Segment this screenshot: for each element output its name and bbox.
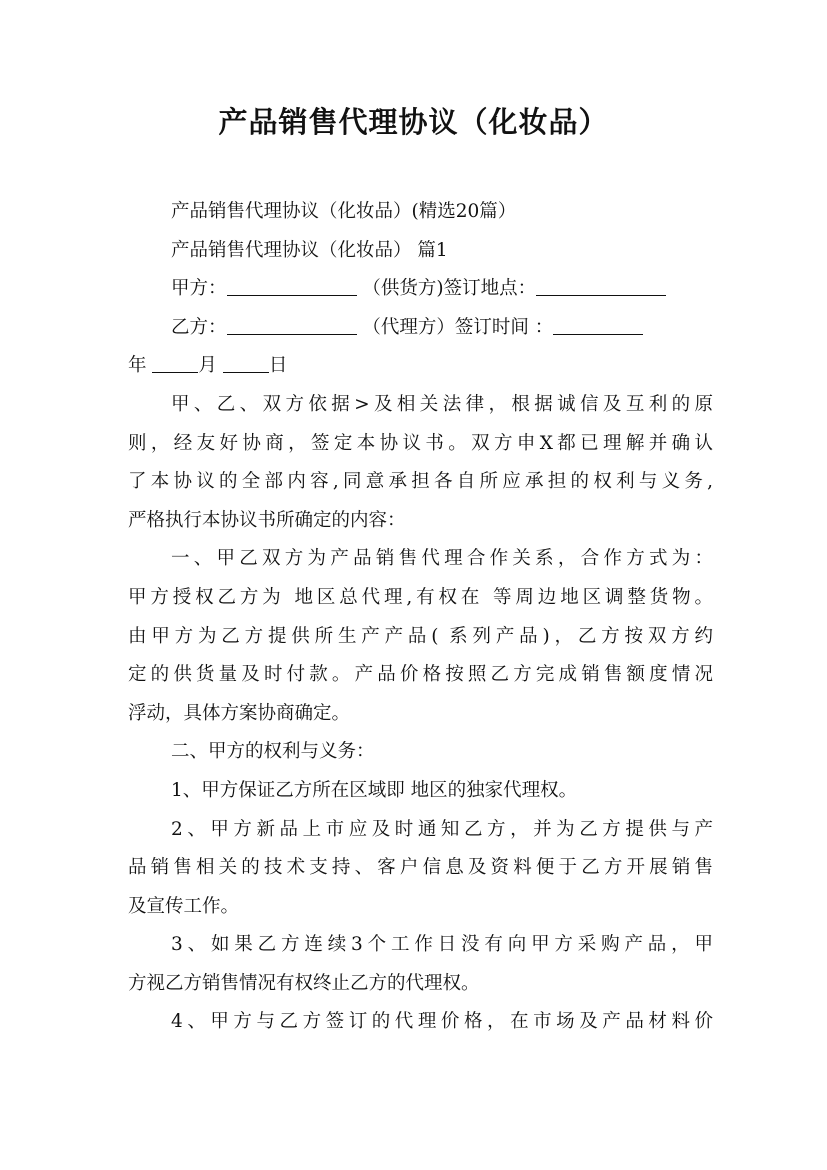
party-a-role: （供货方)签订地点：	[362, 278, 537, 300]
paragraph-line: 甲方授权乙方为 地区总代理,有权在 等周边地区调整货物。	[128, 586, 713, 608]
paragraph-line: 一、甲乙双方为产品销售代理合作关系，合作方式为：	[171, 548, 713, 570]
item-4-paragraph	[128, 1003, 713, 1042]
paragraph-line: 甲、乙、双方依据>及相关法律，根据诚信及互利的原	[171, 393, 713, 415]
paragraph-line: 严格执行本协议书所确定的内容：	[128, 509, 406, 531]
paragraph-line: 则，经友好协商，签定本协议书。双方申X都已理解并确认	[128, 432, 713, 454]
item-2-paragraph	[128, 811, 713, 927]
paragraph-line: 4、甲方与乙方签订的代理价格，在市场及产品材料价	[171, 1011, 713, 1033]
party-b-line	[128, 309, 713, 348]
month-blank	[152, 354, 198, 373]
paragraph-line: 浮动，具体方案协商确定。	[128, 702, 351, 724]
document-subtitle: 产品销售代理协议（化妆品）(精选20篇）	[171, 201, 517, 222]
paragraph-line: 由甲方为乙方提供所生产产品( 系列产品)，乙方按双方约	[128, 625, 713, 647]
signing-date-blank	[553, 316, 643, 335]
paragraph-line: 定的供货量及时付款。产品价格按照乙方完成销售额度情况	[128, 664, 713, 686]
party-a-label: 甲方：	[171, 278, 227, 300]
clause-2-heading: 二、甲方的权利与义务：	[171, 741, 375, 763]
day-label: 日	[268, 355, 288, 377]
month-label: 月	[198, 355, 217, 377]
paragraph-line: 品销售相关的技术支持、客户信息及资料便于乙方开展销售	[128, 857, 713, 879]
date-line	[128, 347, 713, 386]
clause-1-paragraph	[128, 540, 713, 733]
document-title: 产品销售代理协议（化妆品）	[218, 105, 609, 139]
party-b-role: （代理方）签订时间 ：	[362, 316, 554, 338]
item-3-paragraph	[128, 926, 713, 1003]
year-label: 年	[128, 355, 147, 377]
paragraph-line: 方视乙方销售情况有权终止乙方的代理权。	[128, 972, 480, 994]
document-body	[128, 193, 713, 1042]
signing-place-blank	[536, 277, 666, 296]
intro-paragraph	[128, 386, 713, 540]
day-blank	[223, 354, 269, 373]
paragraph-line: 2、甲方新品上市应及时通知乙方，并为乙方提供与产	[171, 818, 713, 840]
party-a-name-blank	[227, 277, 357, 296]
paragraph-line: 及宣传工作。	[128, 895, 240, 917]
party-b-label: 乙方：	[171, 316, 227, 338]
item-1-paragraph: 1、甲方保证乙方所在区域即 地区的独家代理权。	[171, 779, 578, 801]
paragraph-line: 3、如果乙方连续3个工作日没有向甲方采购产品，甲	[171, 934, 713, 956]
paragraph-line: 了本协议的全部内容,同意承担各自所应承担的权利与义务,	[128, 471, 713, 493]
section-heading: 产品销售代理协议（化妆品） 篇1	[171, 239, 448, 261]
party-a-line	[128, 270, 713, 309]
party-b-name-blank	[227, 316, 357, 335]
